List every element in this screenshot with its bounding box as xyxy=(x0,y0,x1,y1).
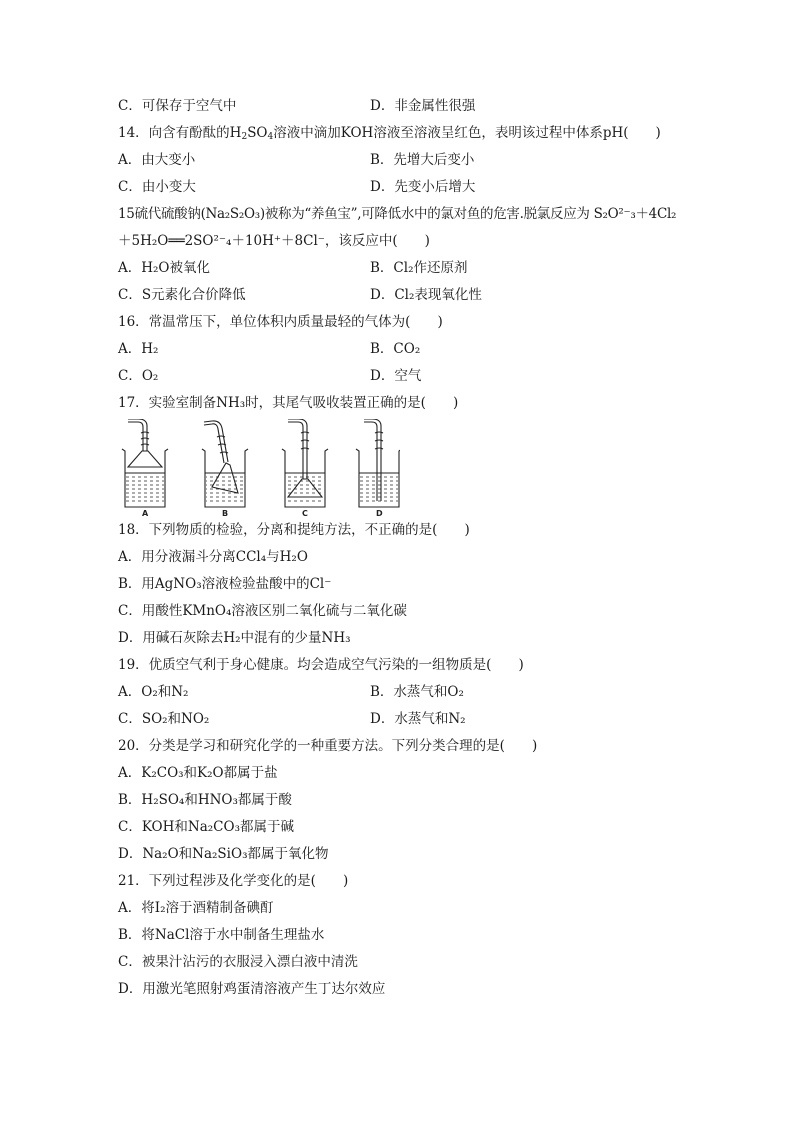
q14-option-c[interactable]: C．由小变大 xyxy=(118,179,196,195)
q15-stem-line1: 15硫代硫酸钠(Na₂S₂O₃)被称为“养鱼宝”,可降低水中的氯对鱼的危害.脱氯反应为 S₂O²⁻₃＋4Cl₂ xyxy=(118,206,677,222)
q20-option-d[interactable]: D．Na₂O和Na₂SiO₃都属于氧化物 xyxy=(118,846,329,862)
q16-options-ab xyxy=(118,336,678,363)
q14-options-ab xyxy=(118,147,678,174)
q21-option-d[interactable]: D．用激光笔照射鸡蛋清溶液产生丁达尔效应 xyxy=(118,981,386,997)
q14-stem: 14．向含有酚酞的$H_2SO_4$溶液中滴加KOH溶液至溶液呈红色，表明该过程中体系pH( ) xyxy=(118,125,661,142)
apparatus-label-a: A xyxy=(142,509,149,517)
q16-stem: 16．常温常压下，单位体积内质量最轻的气体为( ) xyxy=(118,314,443,330)
q21-stem: 21．下列过程涉及化学变化的是( ) xyxy=(118,873,349,889)
apparatus-c[interactable] xyxy=(282,419,328,507)
q20-stem: 20．分类是学习和研究化学的一种重要方法。下列分类合理的是( ) xyxy=(118,738,538,754)
q16-option-c[interactable]: C．O₂ xyxy=(118,368,159,384)
q19-stem: 19．优质空气利于身心健康。均会造成空气污染的一组物质是( ) xyxy=(118,657,524,673)
q14-options-cd xyxy=(118,174,678,201)
apparatus-label-d: D xyxy=(376,509,383,517)
q18-option-b[interactable]: B．用AgNO₃溶液检验盐酸中的Cl⁻ xyxy=(118,576,332,592)
q16-option-d[interactable]: D．空气 xyxy=(370,368,422,384)
q13-options-cd xyxy=(118,93,678,120)
q15-stem-line2: ＋5H₂O══2SO²⁻₄＋10H⁺＋8Cl⁻，该反应中( ) xyxy=(118,233,430,249)
q20-option-a[interactable]: A．K₂CO₃和K₂O都属于盐 xyxy=(118,765,278,781)
q13-option-d[interactable]: D．非金属性很强 xyxy=(370,98,476,114)
q18-stem: 18．下列物质的检验，分离和提纯方法，不正确的是( ) xyxy=(118,522,470,538)
q19-option-b[interactable]: B．水蒸气和O₂ xyxy=(370,684,464,700)
q21-option-c[interactable]: C．被果汁沾污的衣服浸入漂白液中清洗 xyxy=(118,954,358,970)
q15-options-ab xyxy=(118,255,678,282)
q19-options-ab xyxy=(118,679,678,706)
q18-option-d[interactable]: D．用碱石灰除去H₂中混有的少量NH₃ xyxy=(118,630,351,646)
q18-option-c[interactable]: C．用酸性KMnO₄溶液区别二氧化硫与二氧化碳 xyxy=(118,603,407,619)
q17-apparatus-figure xyxy=(118,417,678,517)
apparatus-d[interactable] xyxy=(356,419,400,507)
q19-options-cd xyxy=(118,706,678,733)
gas-absorption-apparatus-diagram xyxy=(120,419,400,517)
q17-stem: 17．实验室制备NH₃时，其尾气吸收装置正确的是( ) xyxy=(118,395,459,411)
apparatus-b[interactable] xyxy=(202,421,248,507)
q21-option-a[interactable]: A．将I₂溶于酒精制备碘酊 xyxy=(118,900,274,916)
q20-option-c[interactable]: C．KOH和Na₂CO₃都属于碱 xyxy=(118,819,294,835)
q21-option-b[interactable]: B．将NaCl溶于水中制备生理盐水 xyxy=(118,927,325,943)
q15-option-c[interactable]: C．S元素化合价降低 xyxy=(118,287,246,303)
exam-page xyxy=(118,93,678,1003)
q13-option-c[interactable]: C．可保存于空气中 xyxy=(118,98,237,114)
apparatus-label-c: C xyxy=(302,509,308,517)
q15-option-b[interactable]: B．Cl₂作还原剂 xyxy=(370,260,468,276)
q18-option-a[interactable]: A．用分液漏斗分离CCl₄与H₂O xyxy=(118,549,308,565)
q14-option-a[interactable]: A．由大变小 xyxy=(118,152,196,168)
q19-option-a[interactable]: A．O₂和N₂ xyxy=(118,684,189,700)
apparatus-a[interactable] xyxy=(122,419,168,507)
q15-option-a[interactable]: A．H₂O被氧化 xyxy=(118,260,211,276)
q19-option-d[interactable]: D．水蒸气和N₂ xyxy=(370,711,466,727)
q16-options-cd xyxy=(118,363,678,390)
apparatus-label-b: B xyxy=(222,509,229,517)
q19-option-c[interactable]: C．SO₂和NO₂ xyxy=(118,711,210,727)
q16-option-b[interactable]: B．CO₂ xyxy=(370,341,421,357)
q15-options-cd xyxy=(118,282,678,309)
q15-option-d[interactable]: D．Cl₂表现氧化性 xyxy=(370,287,482,303)
q20-option-b[interactable]: B．H₂SO₄和HNO₃都属于酸 xyxy=(118,792,292,808)
q16-option-a[interactable]: A．H₂ xyxy=(118,341,159,357)
q14-option-d[interactable]: D．先变小后增大 xyxy=(370,179,476,195)
q14-option-b[interactable]: B．先增大后变小 xyxy=(370,152,475,168)
